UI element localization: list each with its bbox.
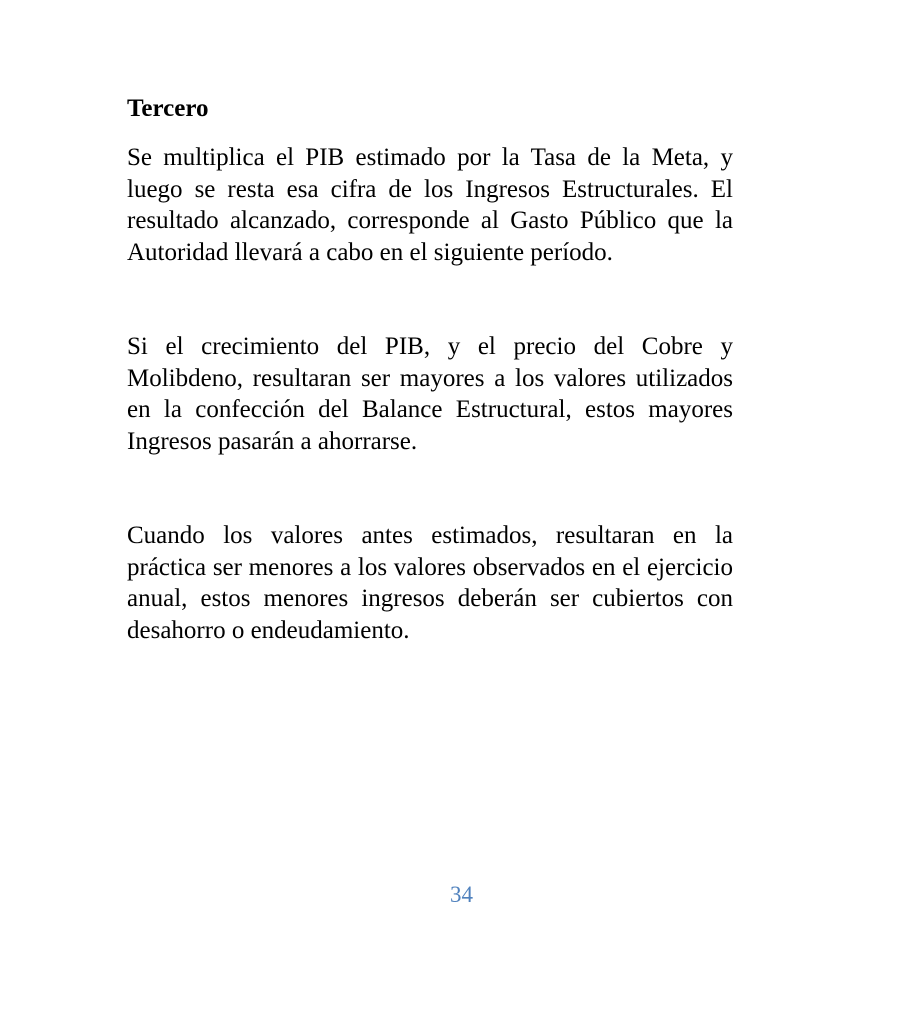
paragraph-desahorro: Cuando los valores antes estimados, resultaran en la práctica ser menores a los valores observados en el ejercicio anual, estos menores ingresos deberán ser cubiertos con desahorro o endeudamiento. (127, 522, 733, 644)
section-heading: Tercero (127, 95, 209, 122)
page-number: 34 (450, 882, 473, 907)
paragraph-gasto-publico: Se multiplica el PIB estimado por la Tasa de la Meta, y luego se resta esa cifra de los Ingresos Estructurales. El resultado alcanzado, corresponde al Gasto Público que la Autoridad llevará a cabo en el siguiente período. (127, 144, 733, 266)
paragraph-ahorro: Si el crecimiento del PIB, y el precio del Cobre y Molibdeno, resultaran ser mayores a los valores utilizados en la confección del Balance Estructural, estos mayores Ingresos pasarán a ahorrarse. (127, 333, 733, 455)
page-content (127, 92, 733, 646)
